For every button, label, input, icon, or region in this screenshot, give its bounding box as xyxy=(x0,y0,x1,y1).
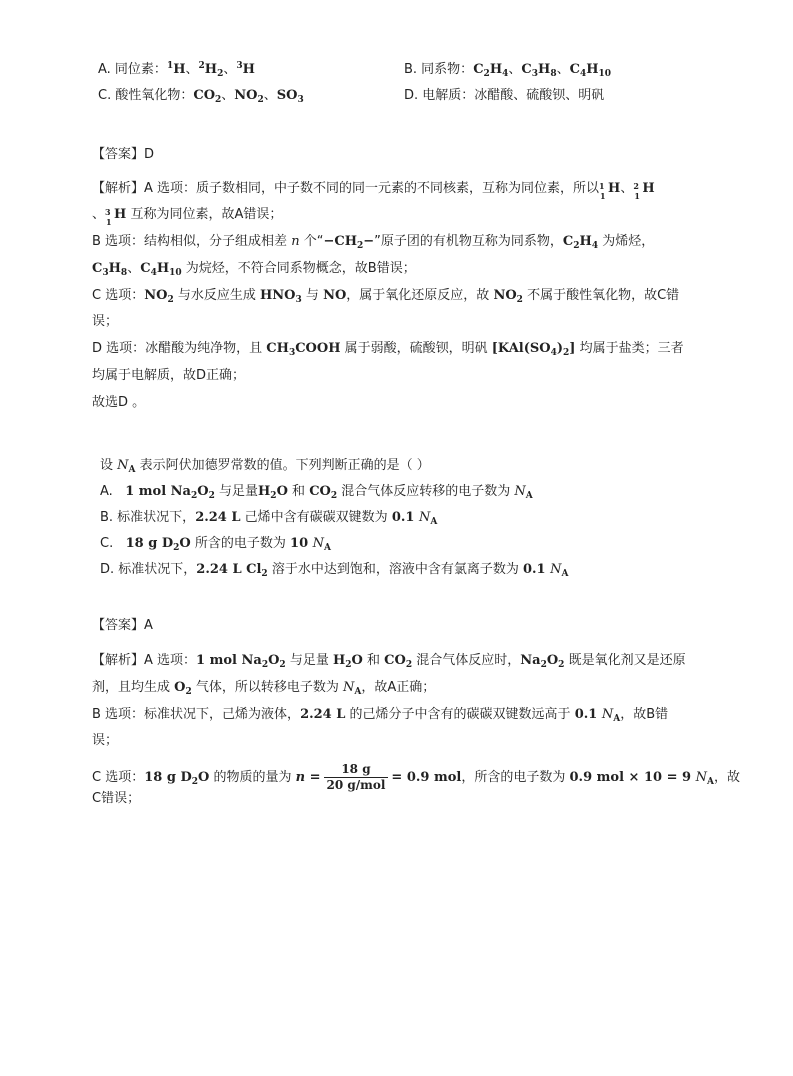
q2-answer: 【答案】A xyxy=(92,618,153,633)
q2-stem: 设 $N_A$ 表示阿伏加德罗常数的值。下列判断正确的是（ ） xyxy=(100,458,430,475)
mole-fraction: $\frac{18 g}{\text{20 g/mol}}$ xyxy=(324,762,389,793)
q1-explanation-line1: 【解析】A 选项：质子数相同，中子数不同的同一元素的不同核素，互称为同位素，所以 1 1 H、 2 1 H xyxy=(92,181,655,201)
q1-answer: 【答案】D xyxy=(92,147,155,162)
q1-explanation-line2: 、 3 1 H 互称为同位素，故A错误； xyxy=(92,207,283,227)
q2-explanation-line3: B 选项：标准状况下，己烯为液体，2.24 L 的己烯分子中含有的碳碳双键数远高于 0.1 $N_A$，故B错 xyxy=(92,707,669,724)
option-c-acidic-oxides: C. 酸性氧化物：$CO_2$、$NO_2$、$SO_3$ xyxy=(98,88,304,105)
q2-option-d: D. 标准状况下，2.24 L $Cl_2$ 溶于水中达到饱和，溶液中含有氯离子数为 0.1 $N_A$ xyxy=(100,562,569,579)
option-b-homologs: B. 同系物：$C_2H_4$、$C_3H_8$、$C_4H_{10}$ xyxy=(404,62,612,79)
q2-explanation-line4: 误； xyxy=(92,733,119,748)
q2-explanation-line2: 剂，且均生成 $O_2$ 气体，所以转移电子数为 $N_A$，故A正确； xyxy=(92,680,436,697)
q1-explanation-line5: C 选项：$NO_2$ 与水反应生成 $HNO_3$ 与 NO，属于氧化还原反应，故 $NO_2$ 不属于酸性氧化物，故C错 xyxy=(92,288,680,305)
q1-explanation-line3: B 选项：结构相似，分子组成相差 n 个“$-CH_2-$”原子团的有机物互称为同系物，$C_2H_4$ 为烯烃， xyxy=(92,234,655,251)
q1-final: 故选D 。 xyxy=(92,395,146,410)
q2-option-b: B. 标准状况下，2.24 L 己烯中含有碳碳双键数为 0.1 $N_A$ xyxy=(100,510,438,527)
q1-explanation-line4: $C_3H_8$、$C_4H_{10}$ 为烷烃，不符合同系物概念，故B错误； xyxy=(92,261,416,278)
q1-explanation-line7: D 选项：冰醋酸为纯净物，且 $CH_3COOH$ 属于弱酸，硫酸钡，明矾 $[KAl(SO_4)_2]$ 均属于盐类；三者 xyxy=(92,341,684,358)
q2-option-a: A. 1 mol $Na_2O_2$ 与足量$H_2O$ 和 $CO_2$ 混合气体反应转移的电子数为 $N_A$ xyxy=(100,484,533,501)
q1-explanation-line6: 误； xyxy=(92,314,119,329)
option-a-isotopes: A. 同位素：$^1$H、$^2H_2$、$^3$H xyxy=(98,61,255,79)
q2-explanation-line6: C错误； xyxy=(92,791,141,806)
q2-explanation-line5: C 选项：18 g $D_2O$ 的物质的量为 n = $\frac{18 g}{\text{20 g/mol}}$ = 0.9 mol，所含的电子数为 0.9 mol × 10 = 9 $N_A$，故 xyxy=(92,762,740,792)
q2-explanation-line1: 【解析】A 选项：1 mol $Na_2O_2$ 与足量 $H_2O$ 和 $CO_2$ 混合气体反应时，$Na_2O_2$ 既是氧化剂又是还原 xyxy=(92,653,686,670)
q1-explanation-line8: 均属于电解质，故D正确； xyxy=(92,368,246,383)
option-d-electrolytes: D. 电解质：冰醋酸、硫酸钡、明矾 xyxy=(404,88,605,103)
q2-option-c: C. 18 g $D_2O$ 所含的电子数为 10 $N_A$ xyxy=(100,536,332,553)
